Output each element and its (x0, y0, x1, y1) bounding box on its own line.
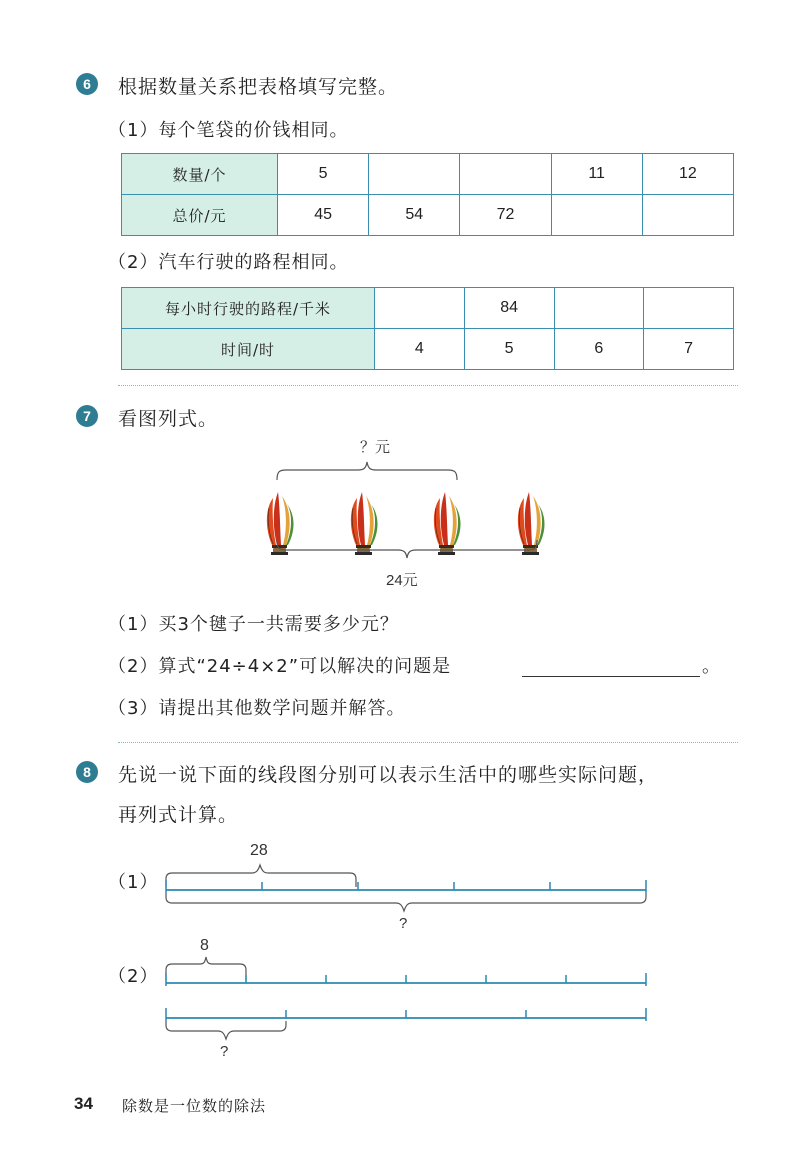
bottom-brace (277, 540, 537, 558)
top-label: ？元 (360, 439, 391, 456)
bottom-value: ? (399, 915, 408, 932)
row-header-speed: 每小时行驶的路程/千米 (122, 288, 375, 329)
top-brace (277, 462, 457, 480)
table-cell-blank[interactable] (644, 288, 734, 329)
bottom-value: ? (220, 1043, 229, 1060)
table-row (122, 329, 734, 370)
table-cell: 72 (460, 195, 551, 236)
chapter-title: 除数是一位数的除法 (122, 1097, 267, 1115)
shuttlecock-icon (434, 492, 461, 555)
table-cell-blank[interactable] (369, 154, 460, 195)
table-cell-blank[interactable] (375, 288, 465, 329)
bottom-label: 24元 (386, 572, 418, 589)
question-7-title: 看图列式。 (118, 408, 219, 430)
table-cell-blank[interactable] (551, 195, 642, 236)
row-header-time: 时间/时 (122, 329, 375, 370)
diagram-2-label: （2） (108, 966, 159, 987)
question-6-part2-label: （2）汽车行驶的路程相同。 (108, 252, 349, 273)
question-7-item2-end: 。 (702, 656, 721, 677)
bottom-brace (166, 1021, 286, 1039)
table-cell: 12 (642, 154, 733, 195)
question-7-item2: （2）算式“24÷4×2”可以解决的问题是 (108, 656, 452, 677)
row-header-quantity: 数量/个 (122, 154, 278, 195)
distance-table (121, 287, 734, 370)
segment-diagram-1 (160, 835, 660, 935)
table-cell: 11 (551, 154, 642, 195)
question-7-item3: （3）请提出其他数学问题并解答。 (108, 698, 406, 719)
section-divider (118, 385, 738, 386)
shuttlecock-icon (518, 492, 545, 555)
diagram-1-label: （1） (108, 872, 159, 893)
question-6-title: 根据数量关系把表格填写完整。 (118, 76, 399, 98)
top-value: 8 (200, 937, 209, 954)
row-header-total-price: 总价/元 (122, 195, 278, 236)
question-8-title-line2: 再列式计算。 (118, 804, 239, 826)
table-cell: 84 (464, 288, 554, 329)
table-cell: 7 (644, 329, 734, 370)
table-cell-blank[interactable] (460, 154, 551, 195)
segment-diagram-2 (160, 930, 660, 1065)
table-cell: 54 (369, 195, 460, 236)
question-8-title-line1: 先说一说下面的线段图分别可以表示生活中的哪些实际问题， (118, 764, 659, 786)
bottom-brace (166, 893, 646, 911)
table-cell: 4 (375, 329, 465, 370)
top-value: 28 (250, 842, 268, 859)
question-6-part1-label: （1）每个笔袋的价钱相同。 (108, 120, 349, 141)
top-brace (166, 957, 246, 980)
table-cell-blank[interactable] (642, 195, 733, 236)
page-number: 34 (74, 1094, 93, 1113)
table-cell: 5 (464, 329, 554, 370)
price-table (121, 153, 734, 236)
table-cell-blank[interactable] (554, 288, 644, 329)
table-row (122, 288, 734, 329)
question-8-badge: 8 (76, 761, 98, 783)
table-row (122, 195, 734, 236)
table-cell: 45 (278, 195, 369, 236)
shuttlecock-icon (267, 492, 294, 555)
table-row (122, 154, 734, 195)
top-brace (166, 865, 356, 887)
shuttlecock-diagram (250, 432, 570, 597)
section-divider (118, 742, 738, 743)
table-cell: 6 (554, 329, 644, 370)
question-7-item1: （1）买3个毽子一共需要多少元？ (108, 614, 399, 635)
table-cell: 5 (278, 154, 369, 195)
question-6-badge: 6 (76, 73, 98, 95)
answer-blank[interactable] (522, 676, 700, 677)
shuttlecock-icon (351, 492, 378, 555)
question-7-badge: 7 (76, 405, 98, 427)
